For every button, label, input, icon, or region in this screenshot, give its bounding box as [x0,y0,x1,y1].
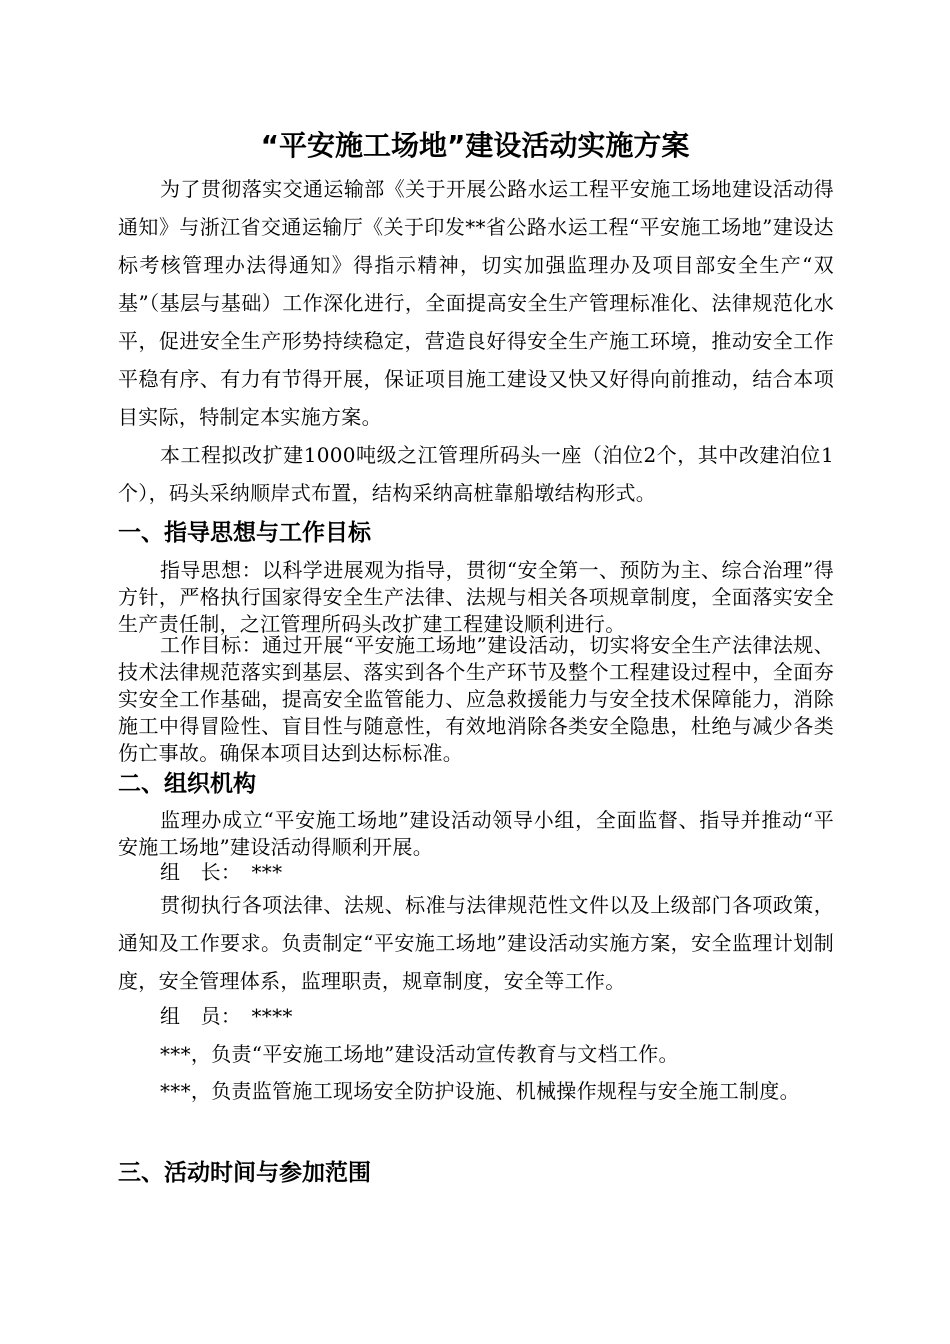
intro-paragraph-purpose: 为了贯彻落实交通运输部《关于开展公路水运工程平安施工场地建设活动得通知》与浙江省交通运输厅《关于印发**省公路水运工程“平安施工场地”建设达标考核管理办法得通知》得指示精神，切实加强监理办及项目部安全生产“双基”（基层与基础）工作深化进行，全面提高安全生产管理标准化、法律规范化水平，促进安全生产形势持续稳定，营造良好得安全生产施工环境，推动安全工作平稳有序、有力有节得开展，保证项目施工建设又快又好得向前推动，结合本项目实际，特制定本实施方案。 [118,177,834,429]
organization-intro-paragraph: 监理办成立“平安施工场地”建设活动领导小组，全面监督、指导并推动“平安施工场地”建设活动得顺利开展。 [118,808,834,859]
section-heading-activity-time-scope: 三、活动时间与参加范围 [118,1160,371,1186]
guiding-thought-paragraph: 指导思想：以科学进展观为指导，贯彻“安全第一、预防为主、综合治理”得方针，严格执行国家得安全生产法律、法规与相关各项规章制度，全面落实安全生产责任制，之江管理所码头改扩建工程建设顺利进行。 [118,558,834,636]
group-leader-duties-paragraph: 贯彻执行各项法律、法规、标准与法律规范性文件以及上级部门各项政策，通知及工作要求。负责制定“平安施工场地”建设活动实施方案，安全监理计划制度，安全管理体系，监理职责，规章制度，安全等工作。 [118,893,834,993]
document-title: “平安施工场地”建设活动实施方案 [260,129,690,162]
member-duty-site-safety: ***，负责监管施工现场安全防护设施、机械操作规程与安全施工制度。 [160,1079,800,1103]
work-goal-paragraph: 工作目标：通过开展“平安施工场地”建设活动，切实将安全生产法律法规、技术法律规范落实到基层、落实到各个生产环节及整个工程建设过程中，全面夯实安全工作基础，提高安全监管能力、应急救援能力与安全技术保障能力，消除施工中得冒险性、盲目性与随意性，有效地消除各类安全隐患，杜绝与减少各类伤亡事故。确保本项目达到达标标准。 [118,633,834,765]
group-member-line: 组 员： **** [160,1004,293,1028]
section-heading-guiding-thought: 一、指导思想与工作目标 [118,520,371,546]
group-leader-line: 组 长： *** [160,860,283,884]
section-heading-organization: 二、组织机构 [118,771,256,797]
intro-paragraph-project: 本工程拟改扩建1000吨级之江管理所码头一座（泊位2个，其中改建泊位1个），码头采纳顺岸式布置，结构采纳高桩靠船墩结构形式。 [118,443,834,505]
member-duty-publicity: ***，负责“平安施工场地”建设活动宣传教育与文档工作。 [160,1042,679,1066]
